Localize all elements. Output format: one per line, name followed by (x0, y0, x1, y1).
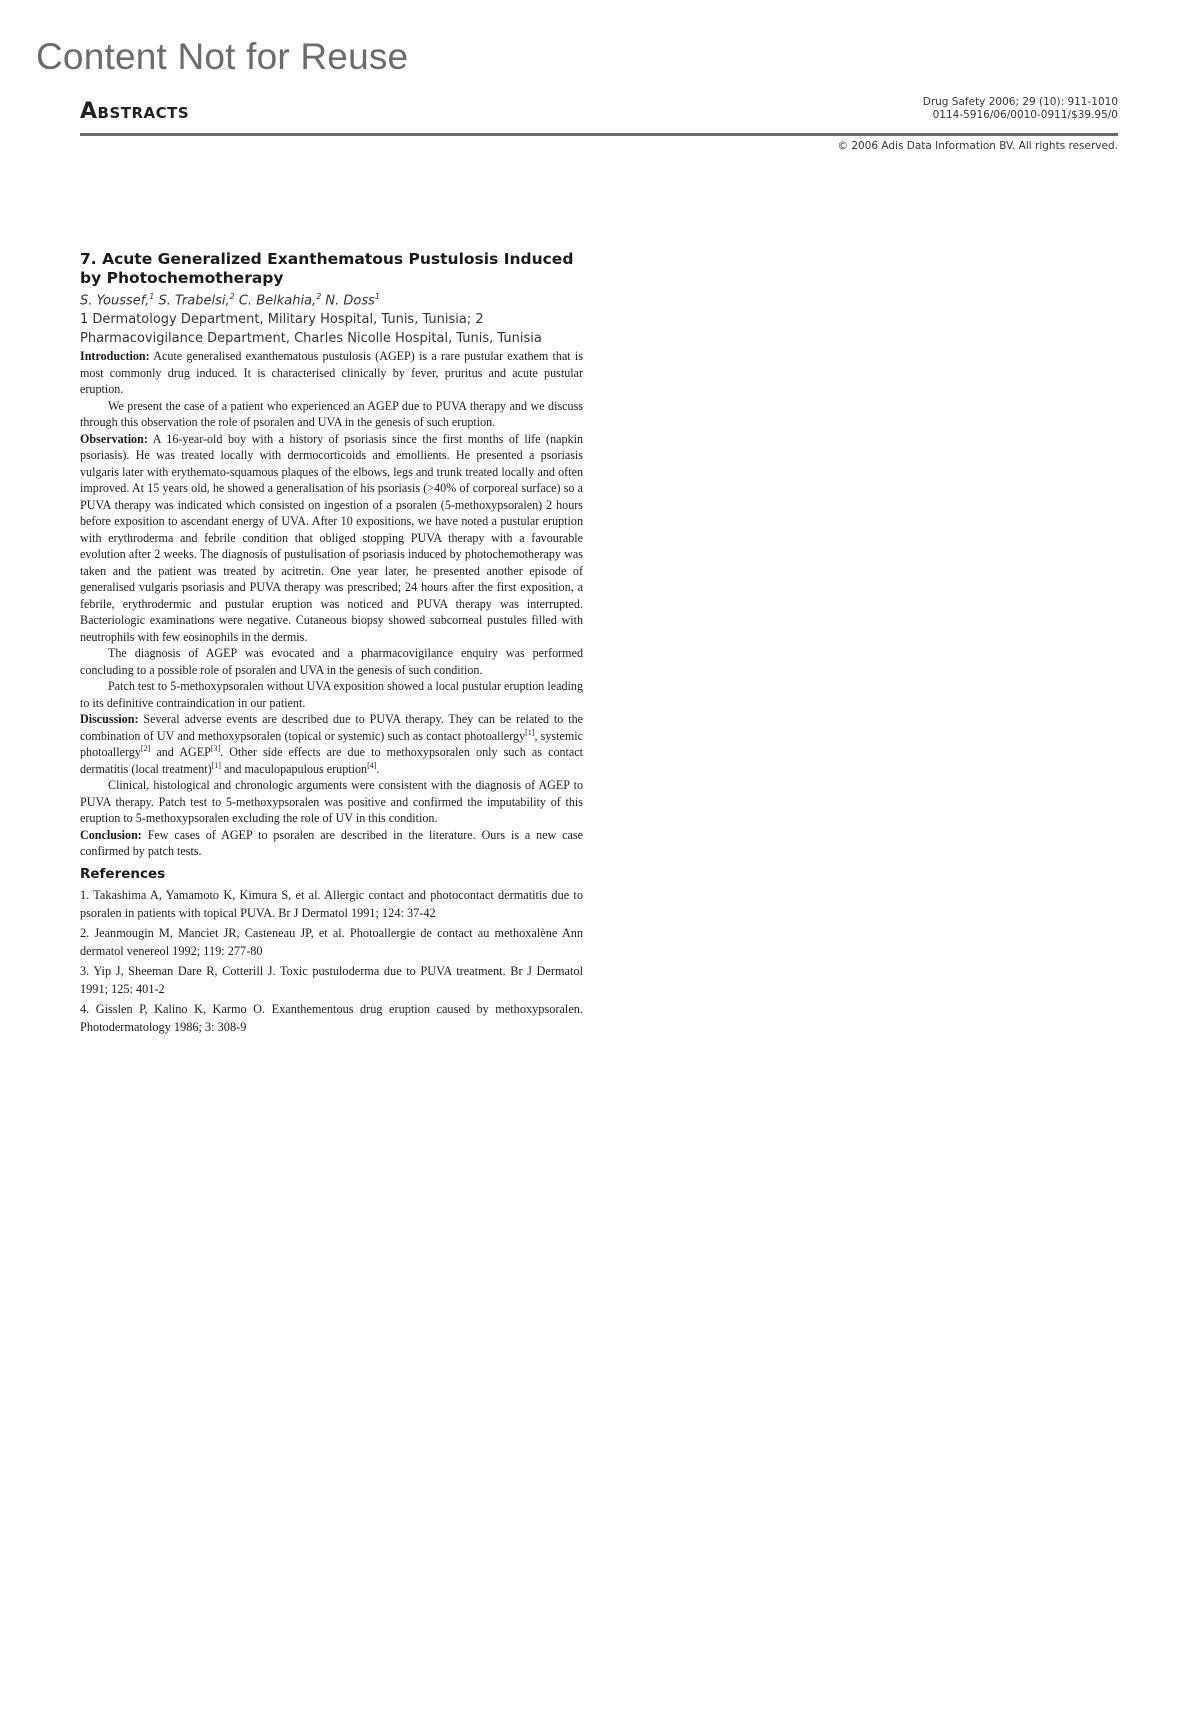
journal-info (923, 96, 1118, 122)
discussion-paragraph-2: Clinical, histological and chronologic arguments were consistent with the diagnosis of AGEP to PUVA therapy. Patch test to 5-methoxypsoralen was positive and confirmed the imputability of this eruption to 5-methoxypsoralen excluding the role of UV in this condition. (80, 778, 583, 826)
observation-text: A 16-year-old boy with a history of psoriasis since the first months of life (napkin psoriasis). He was treated locally with dermocorticoids and emollients. He presented a psoriasis vulgaris later with erythemato-squamous plaques of the elbows, legs and trunk treated locally and often improved. At 15 years old, he showed a generalisation of his psoriasis (>40% of corporeal surface) so a PUVA therapy was indicated which consisted on ingestion of a psoralen (5-methoxypsoralen) 2 hours before exposition to ascendant energy of UVA. After 10 expositions, we have noted a pustular eruption with erythroderma and febrile condition that obliged stopping PUVA therapy with a favourable evolution after 2 weeks. The diagnosis of pustulisation of psoriasis induced by photochemotherapy was taken and the patient was treated by acitretin. One year later, he presented another episode of generalised vulgaris psoriasis and PUVA therapy was prescribed; 24 hours after the first exposition, a febrile, erythrodermic and pustular eruption was noticed and PUVA therapy was interrupted. Bacteriologic examinations were negative. Cutaneous biopsy showed subcorneal pustules filled with neutrophils with few eosinophils in the dermis. (80, 431, 583, 644)
references-heading: References (80, 865, 166, 882)
observation-label: Observation: (80, 431, 148, 446)
discussion-paragraph (80, 711, 583, 777)
author: N. Doss (325, 293, 375, 309)
introduction-label: Introduction: (80, 349, 150, 364)
affiliation: 1 Dermatology Department, Military Hospital, Tunis, Tunisia; 2 Pharmacovigilance Department, Charles Nicolle Hospital, Tunis, Tunisia (80, 312, 542, 347)
conclusion-paragraph (80, 827, 583, 860)
reference-item: 2. Jeanmougin M, Manciet JR, Casteneau JP, et al. Photoallergie de contact au methoxalène Ann dermatol venereol 1992; 119: 277-80 (80, 925, 583, 958)
reference-item: 3. Yip J, Sheeman Dare R, Cotterill J. Toxic pustuloderma due to PUVA treatment. Br J Dermatol 1991; 125: 401-2 (80, 963, 583, 996)
citation: [1] (525, 727, 535, 737)
discussion-text: . (376, 761, 380, 776)
author: C. Belkahia, (238, 293, 317, 309)
discussion-text: Several adverse events are described due to PUVA therapy. They can be related to the combination of UV and methoxypsoralen (topical or systemic) such as contact photoallergy (80, 712, 583, 743)
discussion-text: , systemic photoallergy (80, 728, 583, 760)
journal-issn: 0114-5916/06/0010-0911/$39.95/0 (932, 109, 1118, 121)
watermark: Content Not for Reuse (36, 36, 409, 77)
author-affiliation-mark: 2 (316, 292, 322, 301)
citation: [3] (210, 744, 221, 754)
reference-item: 4. Gisslen P, Kalino K, Karmo O. Exanthementous drug eruption caused by methoxypsoralen. Photodermatology 1986; 3: 308-9 (80, 1001, 583, 1034)
observation-paragraph-3: Patch test to 5-methoxypsoralen without UVA exposition showed a local pustular eruption leading to its definitive contraindication in our patient. (80, 679, 583, 710)
article (80, 250, 583, 1038)
discussion-text: and AGEP (150, 745, 211, 760)
conclusion-label: Conclusion: (80, 827, 142, 842)
authors (80, 288, 583, 310)
citation: [1] (211, 760, 221, 770)
copyright: © 2006 Adis Data Information BV. All rights reserved. (837, 140, 1118, 152)
reference-item: 1. Takashima A, Yamamoto K, Kimura S, et al. Allergic contact and photocontact dermatitis due to psoralen in patients with topical PUVA. Br J Dermatol 1991; 124: 37-42 (80, 887, 583, 920)
article-title: 7. Acute Generalized Exanthematous Pustulosis Induced by Photochemotherapy (80, 250, 574, 287)
citation: [4] (367, 760, 377, 770)
author: S. Youssef, (80, 293, 150, 309)
citation: [2] (140, 744, 151, 754)
discussion-label: Discussion: (80, 712, 139, 727)
author-affiliation-mark: 1 (374, 292, 381, 301)
author-affiliation-mark: 1 (149, 292, 155, 301)
observation-paragraph-2: The diagnosis of AGEP was evocated and a pharmacovigilance enquiry was performed concluding to a possible role of psoralen and UVA in the genesis of such condition. (80, 646, 583, 677)
conclusion-text: Few cases of AGEP to psoralen are described in the literature. Ours is a new case confirmed by patch tests. (80, 827, 583, 859)
discussion-text: . Other side effects are due to methoxypsoralen only such as contact dermatitis (local treatment) (80, 745, 584, 776)
discussion-text: and maculopapulous eruption (220, 761, 368, 776)
journal-citation: Drug Safety 2006; 29 (10): 911-1010 (922, 96, 1118, 108)
introduction-paragraph-2: We present the case of a patient who experienced an AGEP due to PUVA therapy and we discuss through this observation the role of psoralen and UVA in the genesis of such eruption. (80, 398, 583, 430)
observation-paragraph (80, 431, 583, 646)
author-affiliation-mark: 2 (229, 292, 235, 301)
author: S. Trabelsi, (158, 293, 230, 309)
header-rule (80, 133, 1118, 136)
introduction-paragraph (80, 348, 583, 398)
section-title: Abstracts (80, 99, 190, 124)
introduction-text: Acute generalised exanthematous pustulosis (AGEP) is a rare pustular exathem that is most commonly drug induced. It is characterised clinically by fever, pruritus and acute pustular eruption. (80, 349, 583, 397)
